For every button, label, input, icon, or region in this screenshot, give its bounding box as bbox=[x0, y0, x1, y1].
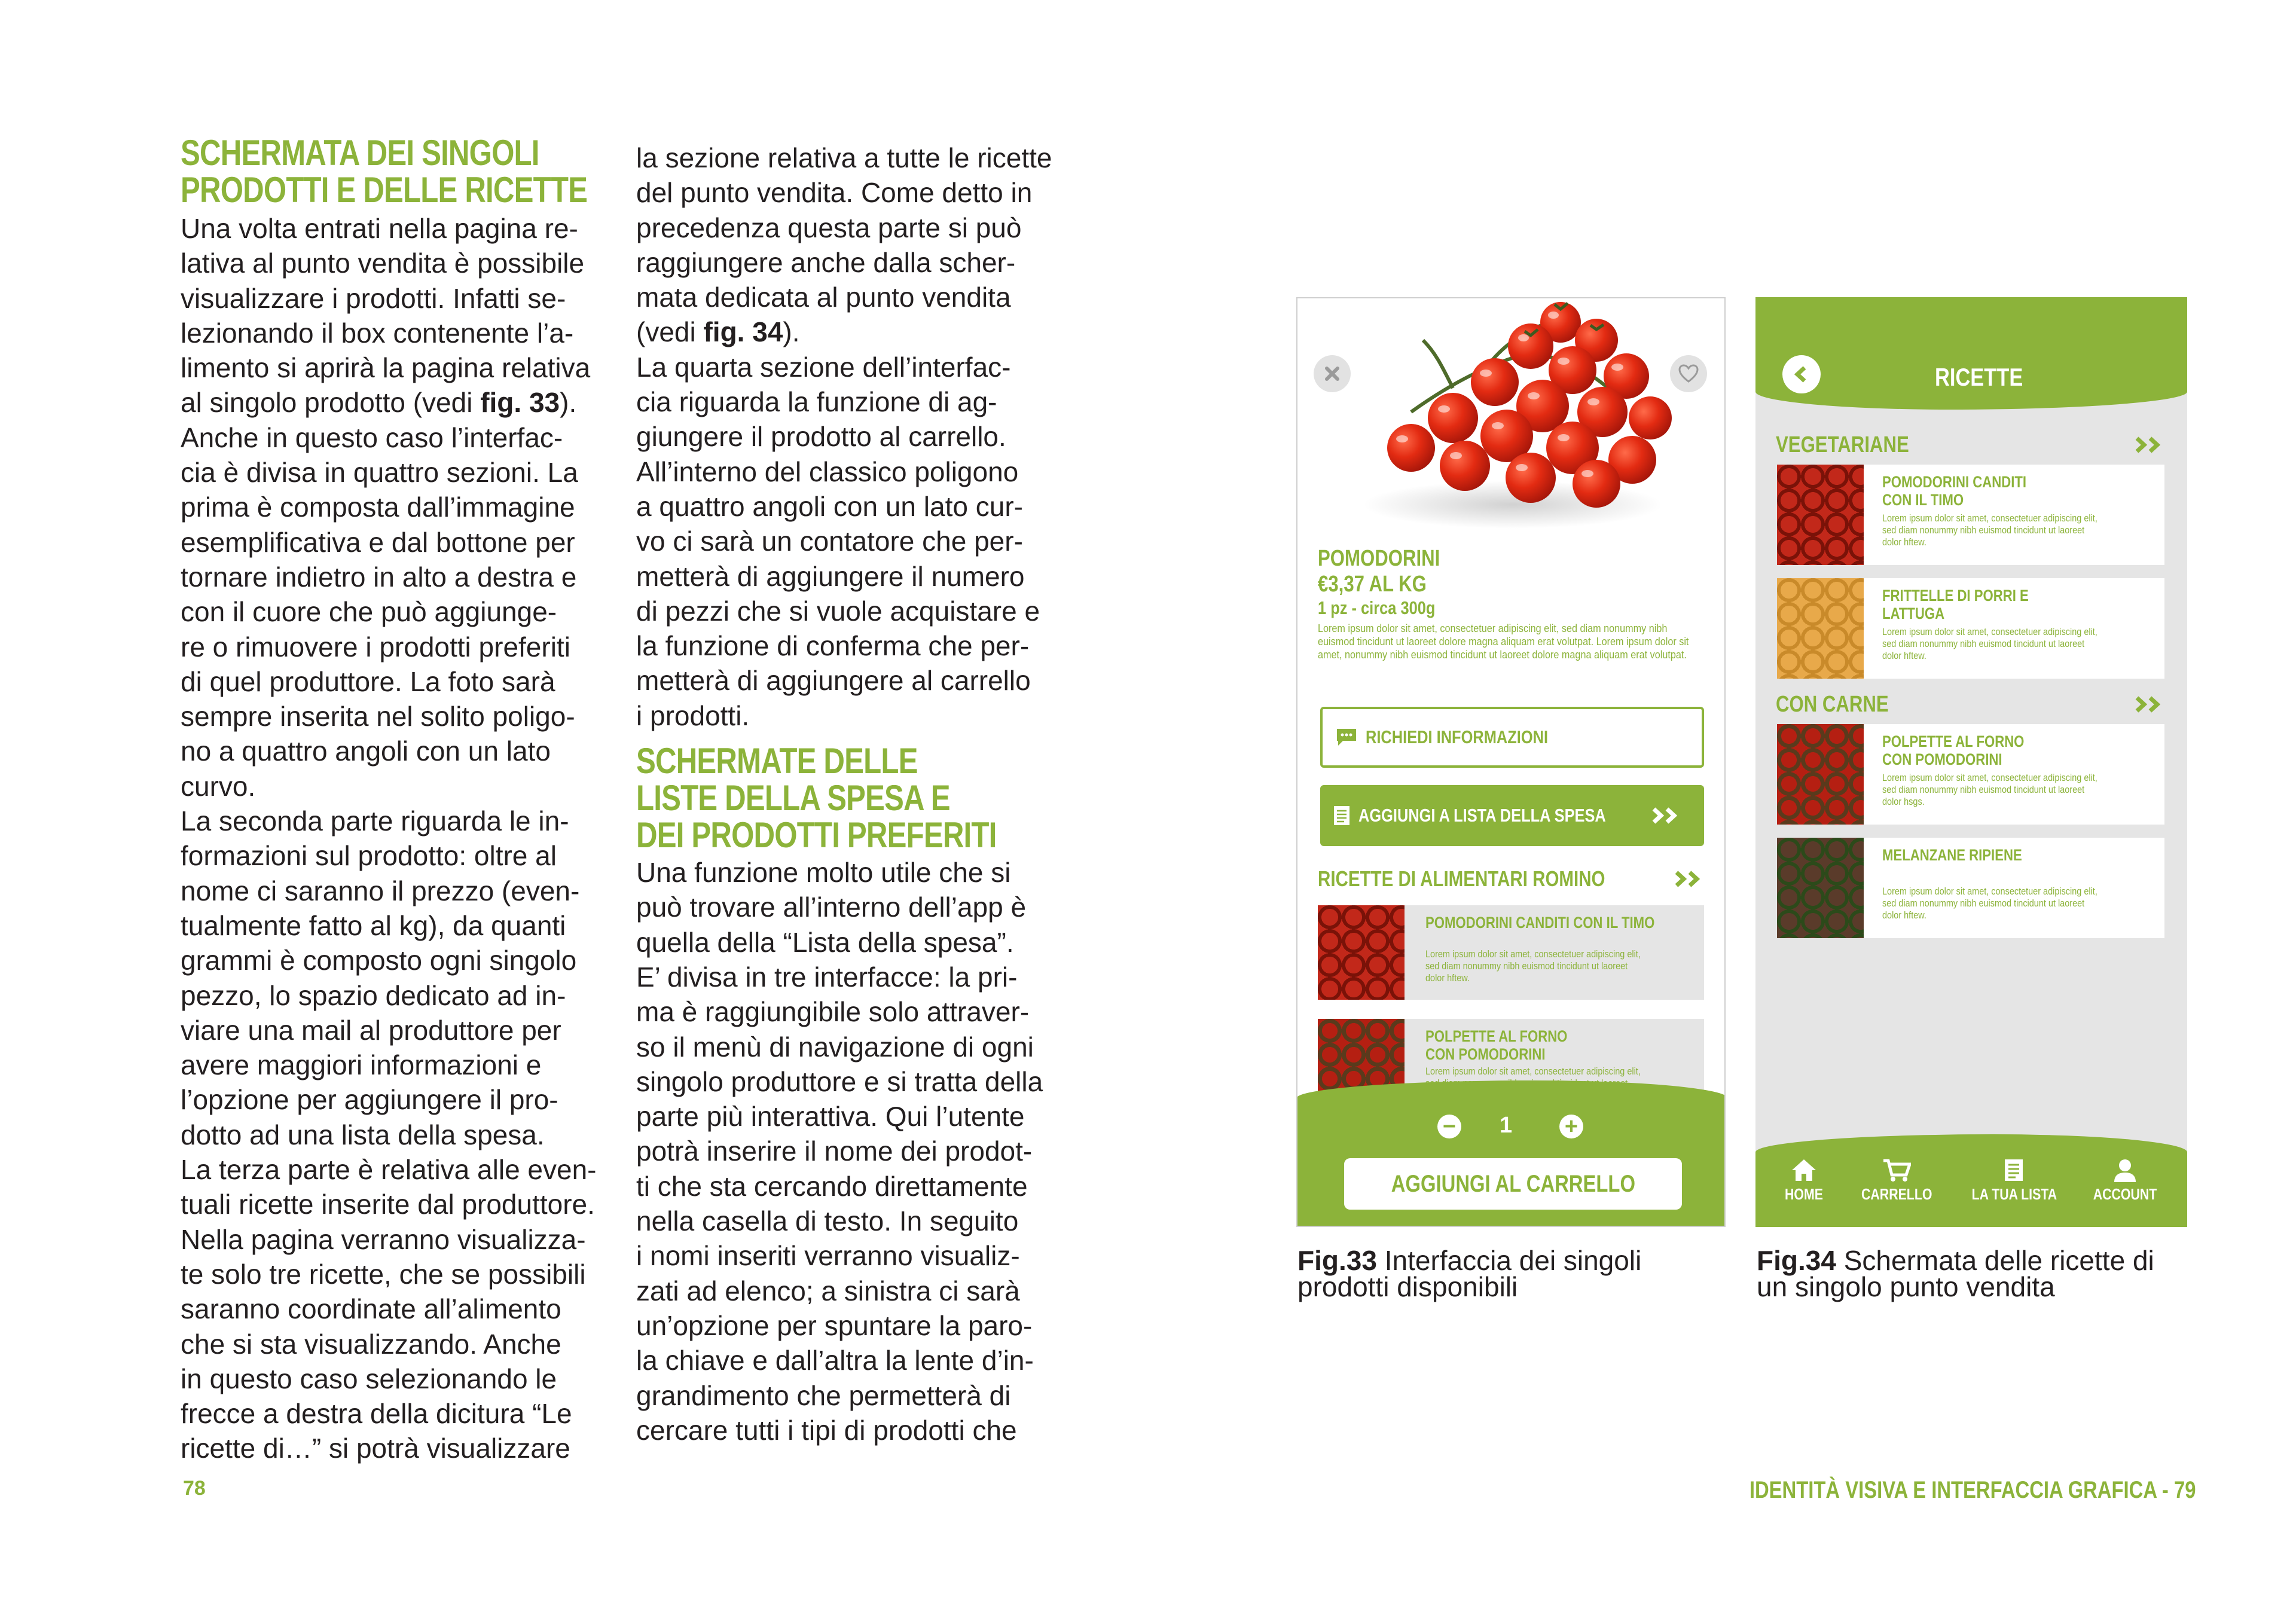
recipe-description: Lorem ipsum dolor sit amet, consectetuer adipiscing elit, sed diam nonummy nibh euismod tincidunt ut laoreet dolor hftew. bbox=[1882, 886, 2097, 921]
text-line: di pezzi che si vuole acquistare e bbox=[636, 595, 1040, 627]
double-chevron-icon bbox=[2135, 436, 2167, 454]
text-line: cia riguarda la funzione di ag- bbox=[636, 386, 997, 418]
recipe-card[interactable] bbox=[1777, 465, 2164, 565]
text-line: parte più interattiva. Qui l’utente bbox=[636, 1101, 1025, 1132]
text-line: raggiungere anche dalla scher- bbox=[636, 246, 1016, 278]
text-line: può trovare all’interno dell’app è bbox=[636, 892, 1027, 923]
recipe-thumbnail bbox=[1777, 465, 1864, 565]
text-line: ma è raggiungibile solo attraver- bbox=[636, 996, 1030, 1028]
recipe-thumbnail bbox=[1777, 578, 1864, 679]
add-to-list-label: AGGIUNGI A LISTA DELLA SPESA bbox=[1358, 805, 1606, 826]
list-icon bbox=[1333, 805, 1350, 826]
decrement-button[interactable] bbox=[1437, 1115, 1461, 1138]
text-line: con il cuore che può aggiunge- bbox=[181, 596, 557, 628]
text-line: re o rimuovere i prodotti preferiti bbox=[181, 631, 570, 663]
text-line: tuali ricette inserite dal produttore. bbox=[181, 1189, 595, 1220]
body-text bbox=[636, 141, 1067, 733]
recipe-title: FRITTELLE DI PORRI E LATTUGA bbox=[1882, 587, 2029, 622]
section-heading-2 bbox=[636, 743, 1067, 854]
text-line: di quel produttore. La foto sarà bbox=[181, 666, 555, 697]
recipe-sections bbox=[1755, 429, 2187, 951]
text-line: mata dedicata al punto vendita bbox=[636, 282, 1011, 313]
text-line: ricette di…” si potrà visualizzare bbox=[181, 1433, 570, 1464]
text-line: te solo tre ricette, che se possibili bbox=[181, 1258, 586, 1290]
product-info bbox=[1318, 545, 1706, 661]
recipe-card[interactable] bbox=[1318, 905, 1704, 1000]
cart-bar bbox=[1296, 1080, 1726, 1227]
caption-text: un singolo punto vendita bbox=[1757, 1271, 2055, 1302]
recipe-title: POMODORINI CANDITI CON IL TIMO bbox=[1882, 473, 2027, 509]
text-line: metterà di aggiungere il numero bbox=[636, 560, 1025, 592]
recipe-title: POLPETTE AL FORNO CON POMODORINI bbox=[1882, 732, 2025, 768]
nav-label: HOME bbox=[1784, 1185, 1823, 1203]
body-text bbox=[636, 855, 1067, 1448]
text-line: a quattro angoli con un lato cur- bbox=[636, 490, 1023, 522]
text-line: i nomi inseriti verranno visualiz- bbox=[636, 1240, 1020, 1272]
heading-line: PRODOTTI E DELLE RICETTE bbox=[181, 170, 588, 210]
page-number-left: 78 bbox=[183, 1477, 206, 1500]
text-line: curvo. bbox=[181, 770, 256, 802]
double-chevron-icon bbox=[1674, 870, 1706, 888]
recipe-description: Lorem ipsum dolor sit amet, consectetuer adipiscing elit, sed diam nonummy nibh euismod tincidunt ut laoreet dolor hftew. bbox=[1882, 626, 2097, 661]
screen-title: RICETTE bbox=[1935, 363, 2023, 391]
caption-label: Fig.33 bbox=[1297, 1245, 1377, 1276]
text-line: in questo caso selezionando le bbox=[181, 1363, 557, 1394]
caption-label: Fig.34 bbox=[1757, 1245, 1836, 1276]
text-line: sempre inserita nel solito poligo- bbox=[181, 701, 575, 732]
text-line: cercare tutti i tipi di prodotti che bbox=[636, 1414, 1017, 1446]
home-icon bbox=[1791, 1158, 1817, 1182]
chevron-left-icon bbox=[1793, 365, 1810, 383]
recipes-header[interactable] bbox=[1318, 866, 1706, 890]
nav-account[interactable] bbox=[2075, 1158, 2175, 1227]
text-line: ti che sta cercando direttamente bbox=[636, 1170, 1028, 1202]
add-to-list-button[interactable] bbox=[1320, 785, 1704, 846]
nav-label: ACCOUNT bbox=[2093, 1185, 2157, 1203]
text-line: All’interno del classico poligono bbox=[636, 456, 1019, 487]
recipes-top-bar bbox=[1755, 297, 2187, 410]
recipe-card[interactable] bbox=[1777, 578, 2164, 679]
product-weight: 1 pz - circa 300g bbox=[1318, 597, 1436, 618]
text-line: singolo produttore e si tratta della bbox=[636, 1066, 1043, 1097]
list-icon bbox=[2004, 1158, 2024, 1182]
text-line: vo ci sarà un contatore che per- bbox=[636, 526, 1023, 557]
text-line: zati ad elenco; a sinistra ci sarà bbox=[636, 1275, 1020, 1306]
text-line: precedenza questa parte si può bbox=[636, 212, 1022, 243]
text-line: esemplificativa e dal bottone per bbox=[181, 526, 575, 558]
recipe-description: Lorem ipsum dolor sit amet, consectetuer adipiscing elit, sed diam nonummy nibh euismod tincidunt ut laoreet dolor hftew. bbox=[1425, 948, 1641, 984]
request-info-label: RICHIEDI INFORMAZIONI bbox=[1366, 726, 1549, 747]
add-to-cart-label: AGGIUNGI AL CARRELLO bbox=[1391, 1170, 1635, 1197]
text-line: La quarta sezione dell’interfac- bbox=[636, 351, 1011, 383]
heading-line: SCHERMATE DELLE bbox=[636, 741, 918, 782]
text-line: la funzione di conferma che per- bbox=[636, 630, 1030, 662]
product-screen-mockup bbox=[1296, 297, 1726, 1227]
recipes-header-title: RICETTE DI ALIMENTARI ROMINO bbox=[1318, 866, 1605, 891]
text-line: al singolo prodotto (vedi fig. 33). bbox=[181, 387, 577, 419]
text-line: tualmente fatto al kg), da quanti bbox=[181, 909, 566, 941]
text-line: potrà inserire il nome dei prodot- bbox=[636, 1135, 1033, 1167]
product-name: POMODORINI bbox=[1318, 546, 1440, 571]
text-line: che si sta visualizzando. Anche bbox=[181, 1328, 561, 1360]
text-line: un’opzione per spuntare la paro- bbox=[636, 1309, 1033, 1341]
text-line: l’opzione per aggiungere il pro- bbox=[181, 1084, 558, 1116]
product-price: €3,37 AL KG bbox=[1318, 572, 1427, 597]
text-line: formazioni sul prodotto: oltre al bbox=[181, 840, 557, 872]
text-line: lativa al punto vendita è possibile bbox=[181, 248, 585, 279]
quantity-value: 1 bbox=[1500, 1113, 1513, 1138]
figure-caption bbox=[1297, 1247, 1728, 1300]
recipe-section-header[interactable] bbox=[1776, 432, 2167, 465]
double-chevron-icon bbox=[1651, 807, 1684, 825]
recipe-thumbnail bbox=[1318, 905, 1405, 1000]
heading-line: DEI PRODOTTI PREFERITI bbox=[636, 815, 997, 856]
text-line: i prodotti. bbox=[636, 700, 750, 731]
recipe-title: POMODORINI CANDITI CON IL TIMO bbox=[1425, 914, 1655, 932]
recipe-section-title: CON CARNE bbox=[1776, 692, 1889, 717]
nav-cart[interactable] bbox=[1840, 1158, 1953, 1227]
text-line: Nella pagina verranno visualizza- bbox=[181, 1223, 586, 1255]
recipe-card[interactable] bbox=[1777, 838, 2164, 938]
text-line: La seconda parte riguarda le in- bbox=[181, 805, 569, 837]
request-info-button[interactable] bbox=[1320, 707, 1704, 768]
bottom-nav bbox=[1755, 1134, 2187, 1227]
recipe-section-title: VEGETARIANE bbox=[1776, 432, 1909, 457]
text-line: limento si aprirà la pagina relativa bbox=[181, 352, 591, 384]
user-icon bbox=[2113, 1158, 2137, 1182]
text-line: grandimento che permetterà di bbox=[636, 1379, 1011, 1411]
text-line: nella casella di testo. In seguito bbox=[636, 1205, 1019, 1237]
text-line: prima è composta dall’immagine bbox=[181, 492, 575, 523]
text-line: lezionando il box contenente l’a- bbox=[181, 317, 574, 349]
text-line: Una funzione molto utile che si bbox=[636, 857, 1011, 889]
text-line: quella della “Lista della spesa”. bbox=[636, 926, 1014, 958]
nav-list[interactable] bbox=[1953, 1158, 2075, 1227]
recipe-description: Lorem ipsum dolor sit amet, consectetuer adipiscing elit, bbox=[1425, 1066, 1641, 1077]
chat-icon bbox=[1336, 728, 1357, 747]
recipe-description: Lorem ipsum dolor sit amet, consectetuer adipiscing elit, sed diam nonummy nibh euismod tincidunt ut laoreet dolor hftew. bbox=[1882, 512, 2097, 548]
text-line: grammi è composto ogni singolo bbox=[181, 945, 577, 976]
recipe-card[interactable] bbox=[1777, 724, 2164, 825]
nav-label: LA TUA LISTA bbox=[1971, 1185, 2057, 1203]
text-line: metterà di aggiungere al carrello bbox=[636, 665, 1031, 697]
caption-text: Interfaccia dei singoli bbox=[1384, 1245, 1642, 1276]
section-heading-1 bbox=[181, 135, 611, 209]
running-footer-right: IDENTITÀ VISIVA E INTERFACCIA GRAFICA - 79 bbox=[1749, 1477, 2196, 1503]
recipe-section-header[interactable] bbox=[1776, 692, 2167, 724]
text-line: (vedi fig. 34). bbox=[636, 316, 800, 348]
increment-button[interactable] bbox=[1559, 1115, 1583, 1138]
text-line: pezzo, lo spazio dedicato ad in- bbox=[181, 979, 566, 1011]
heading-line: LISTE DELLA SPESA E bbox=[636, 778, 950, 819]
product-description: Lorem ipsum dolor sit amet, consectetuer adipiscing elit, sed diam nonummy nibh euismod tincidunt ut laoreet dolore magna aliquam erat volutpat. Lorem ipsum dolor sit amet, nonummy nibh euismod tincidunt ut laoreet dolore magna aliquam erat volutpat. bbox=[1318, 622, 1689, 661]
body-text bbox=[181, 211, 611, 1466]
left-text-column bbox=[181, 135, 611, 1466]
text-line: E’ divisa in tre interfacce: la pri- bbox=[636, 961, 1018, 993]
text-line: del punto vendita. Come detto in bbox=[636, 177, 1033, 209]
text-line: nome ci saranno il prezzo (even- bbox=[181, 875, 580, 906]
increment-symbol: + bbox=[1564, 1114, 1578, 1139]
text-line: giungere il prodotto al carrello. bbox=[636, 421, 1006, 453]
recipes-screen-mockup bbox=[1755, 297, 2187, 1227]
caption-text: Schermata delle ricette di bbox=[1843, 1245, 2154, 1276]
text-line: so il menù di navigazione di ogni bbox=[636, 1031, 1034, 1063]
text-line: cia è divisa in quattro sezioni. La bbox=[181, 457, 578, 489]
double-chevron-icon bbox=[2135, 695, 2167, 713]
nav-home[interactable] bbox=[1767, 1158, 1840, 1227]
recipe-title: MELANZANE RIPIENE bbox=[1882, 846, 2022, 864]
nav-label: CARRELLO bbox=[1861, 1185, 1932, 1203]
recipe-description: Lorem ipsum dolor sit amet, consectetuer adipiscing elit, sed diam nonummy nibh euismod tincidunt ut laoreet dolor hsgs. bbox=[1882, 772, 2097, 807]
text-line: La terza parte è relativa alle even- bbox=[181, 1154, 597, 1186]
text-line: la chiave e dall’altra la lente d’in- bbox=[636, 1345, 1034, 1376]
caption-text: prodotti disponibili bbox=[1297, 1271, 1518, 1302]
middle-text-column bbox=[636, 141, 1067, 1448]
text-line: Una volta entrati nella pagina re- bbox=[181, 213, 578, 244]
decrement-symbol: − bbox=[1442, 1114, 1457, 1139]
figure-caption bbox=[1757, 1247, 2199, 1300]
text-line: saranno coordinate all’alimento bbox=[181, 1293, 561, 1325]
text-line: visualizzare i prodotti. Infatti se- bbox=[181, 282, 566, 314]
recipe-thumbnail bbox=[1777, 724, 1864, 825]
text-line: no a quattro angoli con un lato bbox=[181, 735, 551, 767]
heading-line: SCHERMATA DEI SINGOLI bbox=[181, 133, 539, 173]
text-line: viare una mail al produttore per bbox=[181, 1014, 561, 1046]
recipe-title: POLPETTE AL FORNO CON POMODORINI bbox=[1425, 1027, 1568, 1063]
text-line: Anche in questo caso l’interfac- bbox=[181, 422, 563, 453]
text-line: tornare indietro in alto a destra e bbox=[181, 561, 577, 593]
cart-icon bbox=[1882, 1158, 1911, 1182]
add-to-cart-button[interactable] bbox=[1344, 1158, 1682, 1210]
text-line: avere maggiori informazioni e bbox=[181, 1049, 542, 1081]
text-line: dotto ad una lista della spesa. bbox=[181, 1119, 545, 1150]
text-line: frecce a destra della dicitura “Le bbox=[181, 1398, 572, 1430]
tomatoes-image bbox=[1333, 298, 1692, 538]
recipe-thumbnail bbox=[1777, 838, 1864, 938]
back-button[interactable] bbox=[1782, 355, 1821, 393]
text-line: la sezione relativa a tutte le ricette bbox=[636, 142, 1052, 173]
